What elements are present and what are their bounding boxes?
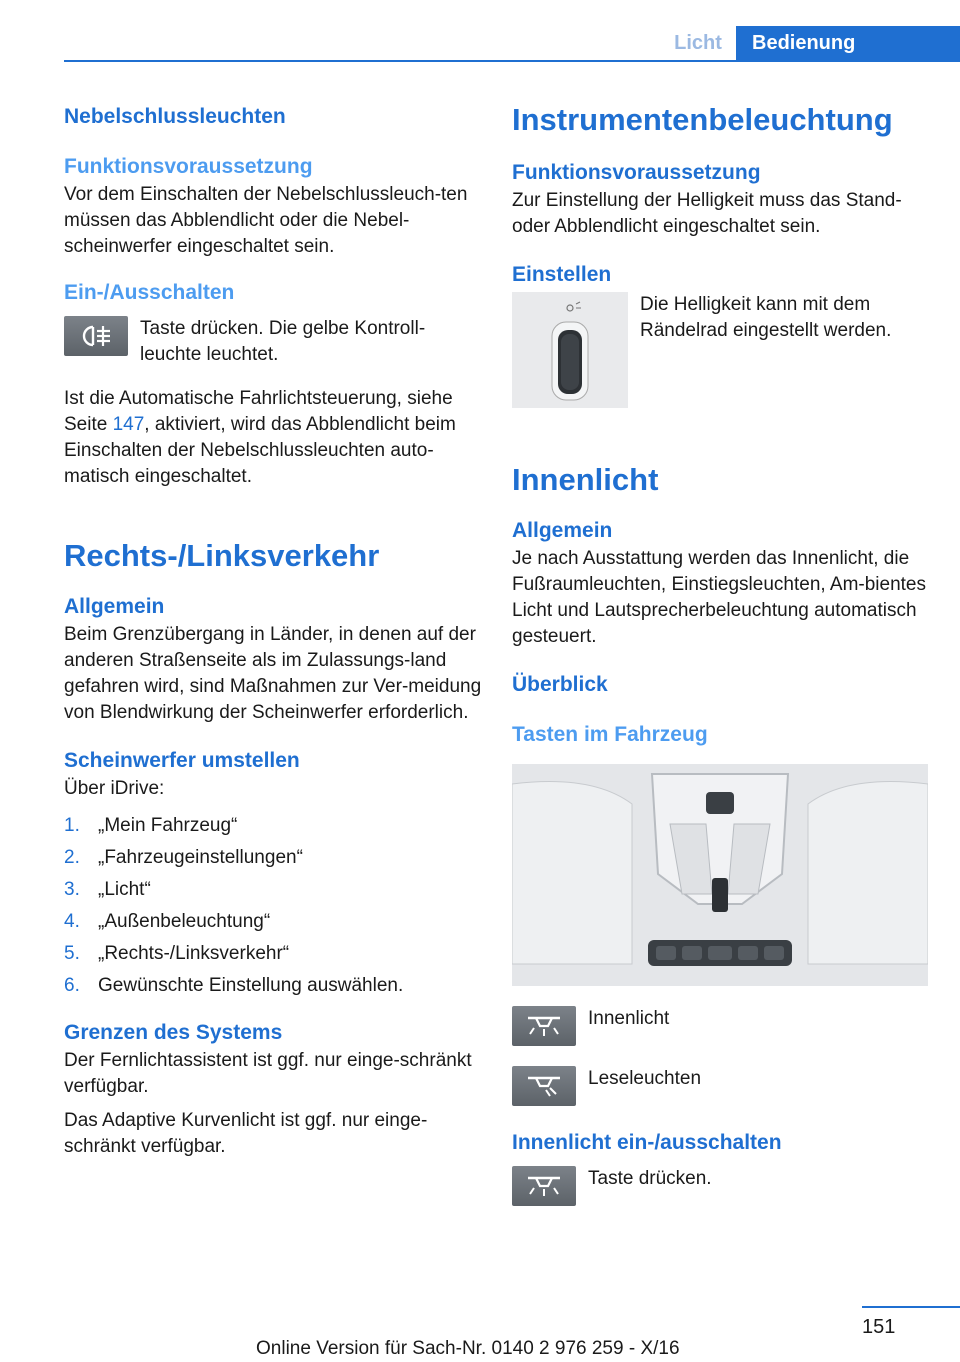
- header-rule: [64, 60, 960, 62]
- subheading-scheinwerfer-umstellen: Scheinwerfer umstellen: [64, 749, 300, 772]
- subheading-funktionsvoraussetzung-right: Funktionsvoraussetzung: [512, 161, 761, 184]
- left-column: [64, 100, 482, 1160]
- step-text: „Licht“: [98, 879, 151, 900]
- paragraph-automatische-fahrlicht: [64, 386, 482, 490]
- step-number: 3.: [64, 879, 80, 900]
- thumbwheel-icon: [512, 292, 628, 408]
- section-heading-rechts-linksverkehr: Rechts-/Linksverkehr: [64, 538, 380, 573]
- text-span: , aktiviert, wird das Abblendlicht beim Einschalten der Nebelschlussleuchten auto-matisch eingeschaltet.: [64, 414, 456, 487]
- subheading-allgemein-right: Allgemein: [512, 519, 613, 542]
- innenlicht-button-row: [512, 1006, 930, 1046]
- leseleuchten-button-row: [512, 1066, 930, 1106]
- paragraph-idrive: Über iDrive:: [64, 778, 165, 799]
- text-span: Ist die Automatische Fahrlichtsteuerung, siehe Seite: [64, 388, 453, 435]
- interior-light-icon: [524, 1174, 564, 1198]
- subheading-funktionsvoraussetzung: Funktionsvoraussetzung: [64, 155, 313, 178]
- section-heading-nebelschlussleuchten: Nebelschlussleuchten: [64, 105, 286, 128]
- paragraph-grenzuebergang: Beim Grenzübergang in Länder, in denen auf der anderen Straßenseite als im Zulassungs-land gefahren wird, sind Maßnahmen zur Ver-meidung von Blendwirkung der Scheinwerfer erforderlich.: [64, 624, 482, 723]
- rear-fog-light-icon: [79, 323, 113, 349]
- section-heading-instrumentenbeleuchtung: Instrumentenbeleuchtung: [512, 102, 893, 137]
- roof-console-image: [512, 764, 928, 986]
- header-tab-licht[interactable]: Licht: [674, 32, 722, 54]
- subheading-einstellen: Einstellen: [512, 263, 612, 286]
- reading-light-icon: [524, 1074, 564, 1098]
- right-column: [512, 100, 930, 1206]
- interior-light-icon: [524, 1014, 564, 1038]
- page-number: 151: [862, 1316, 896, 1338]
- list-item: [64, 970, 482, 1002]
- roof-console-illustration: [512, 764, 928, 986]
- dimmer-row: [512, 292, 930, 408]
- innenlicht-button-image: [512, 1006, 576, 1046]
- step-number: 5.: [64, 943, 80, 964]
- fog-light-button-image: [64, 316, 128, 356]
- list-item: [64, 906, 482, 938]
- paragraph-nebel-voraussetzung: Vor dem Einschalten der Nebelschlussleuch-ten müssen das Abblendlicht oder die Nebel-scheinwerfer eingeschaltet sein.: [64, 184, 468, 257]
- step-text: „Rechts-/Linksverkehr“: [98, 943, 290, 964]
- leseleuchten-button-label: Leseleuchten: [588, 1068, 702, 1089]
- fog-button-row: [64, 316, 482, 368]
- steps-list: [64, 810, 482, 1002]
- step-number: 6.: [64, 975, 80, 996]
- innenlicht-button-label: Innenlicht: [588, 1008, 670, 1029]
- step-text: Gewünschte Einstellung auswählen.: [98, 975, 404, 996]
- subheading-ueberblick: Überblick: [512, 673, 608, 696]
- list-item: [64, 842, 482, 874]
- list-item: [64, 938, 482, 970]
- innenlicht-switch-button-image: [512, 1166, 576, 1206]
- paragraph-kurvenlicht: Das Adaptive Kurvenlicht ist ggf. nur einge-schränkt verfügbar.: [64, 1110, 428, 1157]
- step-text: „Außenbeleuchtung“: [98, 911, 271, 932]
- list-item: [64, 874, 482, 906]
- header-tab-bedienung[interactable]: Bedienung: [736, 26, 960, 62]
- paragraph-innenlicht-ausstattung: Je nach Ausstattung werden das Innenlicht, die Fußraumleuchten, Einstiegsleuchten, Am-bientes Licht und Lautsprecherbeleuchtung automatisch gesteuert.: [512, 548, 926, 647]
- list-item: [64, 810, 482, 842]
- step-text: „Mein Fahrzeug“: [98, 815, 238, 836]
- step-number: 1.: [64, 815, 80, 836]
- dimmer-wheel-image: [512, 292, 628, 408]
- step-number: 4.: [64, 911, 80, 932]
- innenlicht-switch-description: Taste drücken.: [588, 1168, 712, 1189]
- leseleuchten-button-image: [512, 1066, 576, 1106]
- paragraph-fernlichtassistent: Der Fernlichtassistent ist ggf. nur einge-schränkt verfügbar.: [64, 1050, 472, 1097]
- subheading-tasten-im-fahrzeug: Tasten im Fahrzeug: [512, 723, 708, 746]
- subheading-grenzen-des-systems: Grenzen des Systems: [64, 1021, 283, 1044]
- dimmer-description: Die Helligkeit kann mit dem Rändelrad eingestellt werden.: [640, 294, 892, 341]
- innenlicht-switch-row: [512, 1166, 930, 1206]
- subheading-allgemein: Allgemein: [64, 595, 165, 618]
- step-number: 2.: [64, 847, 80, 868]
- fog-button-description: Taste drücken. Die gelbe Kontroll-leuchte leuchtet.: [140, 318, 426, 365]
- section-heading-innenlicht: Innenlicht: [512, 462, 659, 497]
- paragraph-helligkeit-voraussetzung: Zur Einstellung der Helligkeit muss das Stand-oder Abblendlicht eingeschaltet sein.: [512, 190, 902, 237]
- online-version-note: Online Version für Sach-Nr. 0140 2 976 259 - X/16: [256, 1338, 680, 1359]
- page-reference-link[interactable]: 147: [112, 414, 145, 435]
- subheading-innenlicht-ein-ausschalten: Innenlicht ein-/ausschalten: [512, 1131, 782, 1154]
- step-text: „Fahrzeugeinstellungen“: [98, 847, 303, 868]
- footer-rule: [862, 1306, 960, 1308]
- subheading-ein-ausschalten: Ein-/Ausschalten: [64, 281, 235, 304]
